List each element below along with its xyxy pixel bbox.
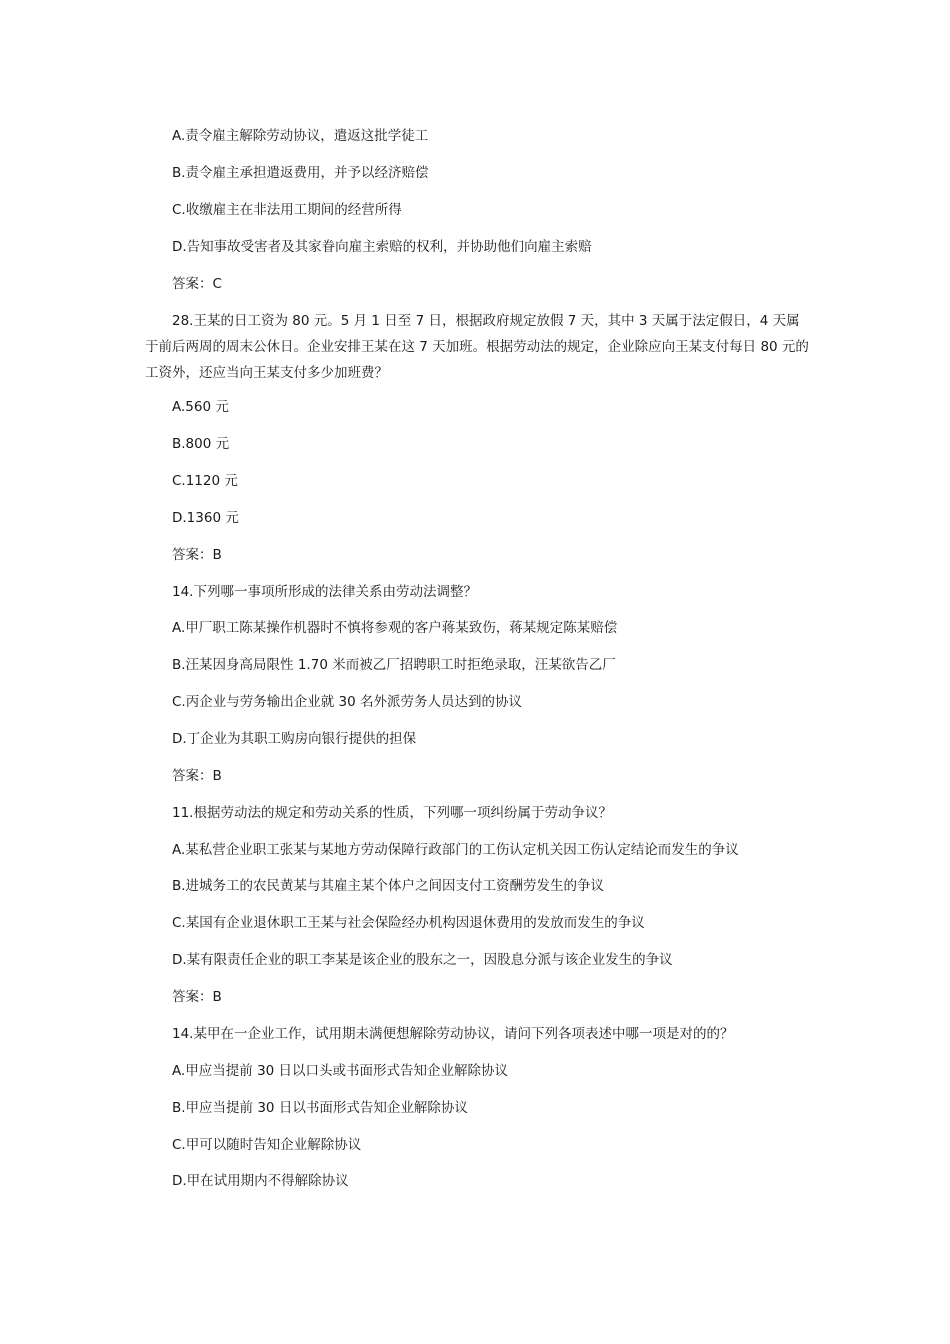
- q28-question: 28.王某的日工资为 80 元。5 月 1 日至 7 日，根据政府规定放假 7 天，其中 3 天属于法定假日，4 天属于前后两周的周末公休日。企业安排王某在这 7 天加班。根据劳动法的规定，企业除应向王某支付每日 80 元的工资外，还应当向王某支付多少加班费？: [145, 313, 809, 381]
- q28-answer: 答案：B: [172, 547, 222, 563]
- q14a-option-c: C.丙企业与劳务输出企业就 30 名外派劳务人员达到的协议: [172, 694, 522, 710]
- q27-option-c: C.收缴雇主在非法用工期间的经营所得: [172, 202, 402, 218]
- q27-option-b: B.责令雇主承担遣返费用，并予以经济赔偿: [172, 165, 429, 181]
- q27-option-d: D.告知事故受害者及其家眷向雇主索赔的权利，并协助他们向雇主索赔: [172, 239, 592, 255]
- q11-option-d: D.某有限责任企业的职工李某是该企业的股东之一，因股息分派与该企业发生的争议: [172, 952, 673, 968]
- q14a-option-b: B.汪某因身高局限性 1.70 米而被乙厂招聘职工时拒绝录取，汪某欲告乙厂: [172, 657, 616, 673]
- q11-question: 11.根据劳动法的规定和劳动关系的性质，下列哪一项纠纷属于劳动争议？: [172, 805, 612, 821]
- q27-option-a: A.责令雇主解除劳动协议，遣返这批学徒工: [172, 128, 429, 144]
- q28-option-a: A.560 元: [172, 399, 229, 415]
- q11-option-b: B.进城务工的农民黄某与其雇主某个体户之间因支付工资酬劳发生的争议: [172, 878, 605, 894]
- q14b-question: 14.某甲在一企业工作，试用期未满便想解除劳动协议，请问下列各项表述中哪一项是对的的？: [172, 1026, 734, 1042]
- q11-option-c: C.某国有企业退休职工王某与社会保险经办机构因退休费用的发放而发生的争议: [172, 915, 645, 931]
- q27-answer: 答案：C: [172, 276, 222, 292]
- q14b-option-b: B.甲应当提前 30 日以书面形式告知企业解除协议: [172, 1100, 468, 1116]
- q14a-option-d: D.丁企业为其职工购房向银行提供的担保: [172, 731, 417, 747]
- q14a-option-a: A.甲厂职工陈某操作机器时不慎将参观的客户蒋某致伤，蒋某规定陈某赔偿: [172, 620, 618, 636]
- q14b-option-a: A.甲应当提前 30 日以口头或书面形式告知企业解除协议: [172, 1063, 509, 1079]
- q28-option-b: B.800 元: [172, 436, 230, 452]
- q14b-option-c: C.甲可以随时告知企业解除协议: [172, 1137, 362, 1153]
- q28-option-c: C.1120 元: [172, 473, 238, 489]
- q14a-answer: 答案：B: [172, 768, 222, 784]
- q14b-option-d: D.甲在试用期内不得解除协议: [172, 1173, 349, 1189]
- q28-option-d: D.1360 元: [172, 510, 239, 526]
- q11-option-a: A.某私营企业职工张某与某地方劳动保障行政部门的工伤认定机关因工伤认定结论而发生的争议: [172, 842, 739, 858]
- q11-answer: 答案：B: [172, 989, 222, 1005]
- q14a-question: 14.下列哪一事项所形成的法律关系由劳动法调整？: [172, 584, 477, 600]
